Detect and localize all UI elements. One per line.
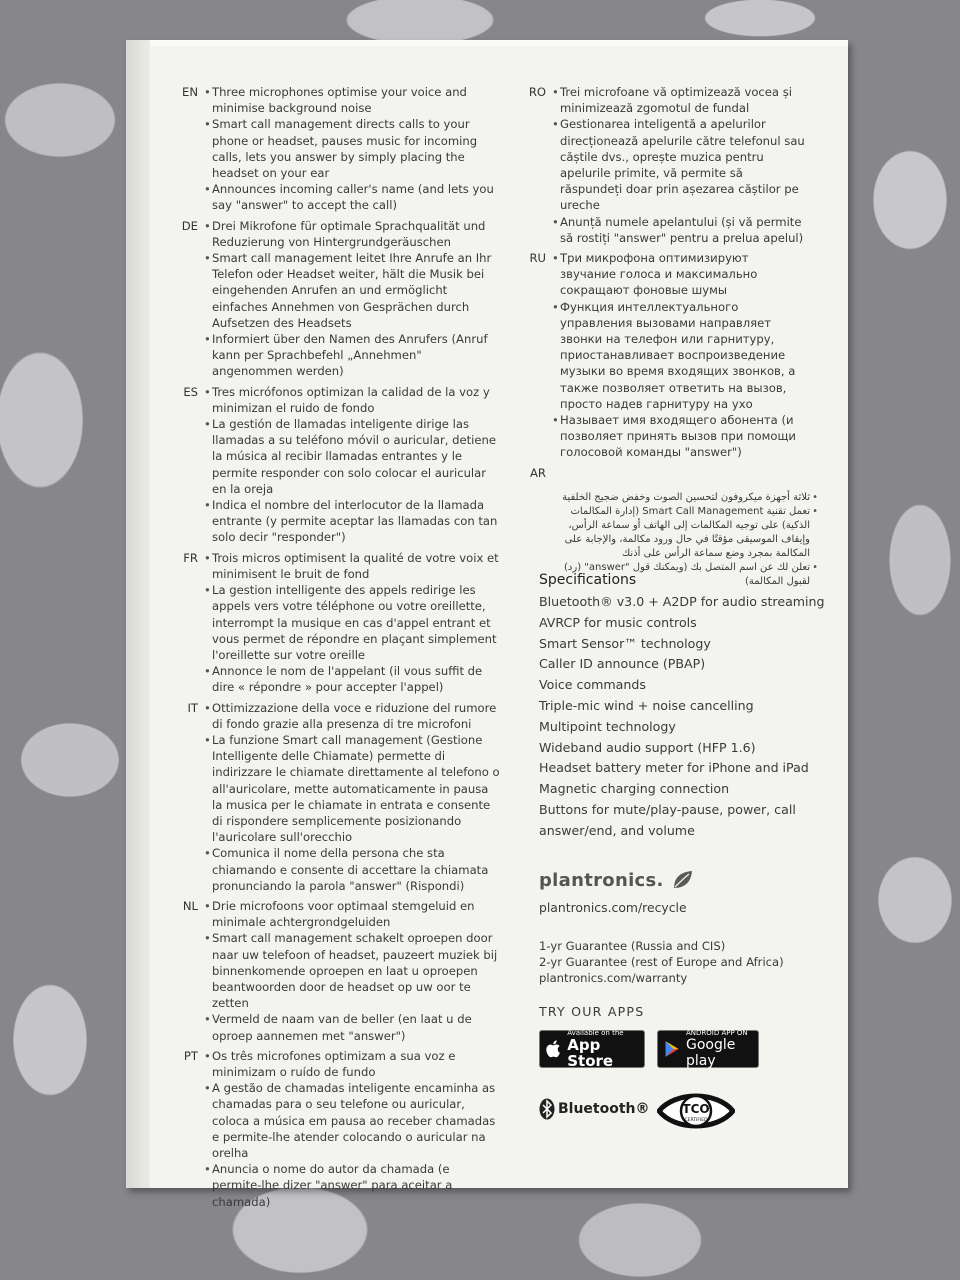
list-item [552, 84, 808, 116]
list-item [204, 116, 500, 181]
bullet-icon: • [204, 1048, 211, 1063]
feature-list [204, 218, 500, 380]
lang-block-fr [160, 550, 500, 696]
bullet-icon: • [204, 417, 211, 432]
lang-code: DE [181, 218, 198, 233]
app-store-small-text: Available on the [567, 1029, 624, 1037]
feature-text: تعلن لك عن اسم المتصل بك (ويمكنك قول "answer" (رد) لقبول المكالمة) [564, 561, 810, 587]
feature-text: A gestão de chamadas inteligente encaminha as chamadas para o seu telefone ou auricular, coloca a música em pausa ao receber chamadas e permite-lhe atender colocando o auricular na orelha [212, 1081, 496, 1160]
spec-item: Magnetic charging connection [539, 781, 730, 797]
google-play-badge [657, 1030, 759, 1068]
specifications-title: Specifications [539, 572, 637, 588]
feature-text: Tres micrófonos optimizan la calidad de la voz y minimizan el ruido de fondo [212, 384, 490, 415]
feature-text: La gestión de llamadas inteligente dirige las llamadas a su teléfono móvil o auricular, detiene la música al recibir llamadas entrantes y le permite responder con solo colocar el auricular en la oreja [212, 417, 496, 496]
lang-code: EN [182, 85, 198, 99]
feature-list [552, 84, 808, 246]
list-item [204, 732, 500, 845]
spec-item: Wideband audio support (HFP 1.6) [539, 739, 756, 755]
spec-item: Headset battery meter for iPhone and iPad [539, 760, 809, 776]
lang-block-de [160, 218, 500, 380]
bullet-icon: • [552, 299, 559, 314]
app-store-badge [539, 1030, 645, 1068]
list-item [204, 663, 500, 695]
feature-text: Smart call management schakelt oproepen door naar uw telefoon of headset, pauzeert muziek bij binnenkomende oproepen en laat u oproepen beantwoorden door de headset op uw oor te zetten [212, 931, 498, 1011]
bluetooth-text: Bluetooth® [558, 1101, 650, 1117]
google-play-big-text: Google play [685, 1037, 736, 1069]
tco-sub-text: CERTIFIED [684, 1118, 708, 1123]
lang-block-ar [508, 465, 808, 481]
spec-item: AVRCP for music controls [539, 614, 697, 630]
bluetooth-icon [539, 1098, 555, 1120]
bullet-icon: • [204, 117, 211, 132]
lang-code: NL [182, 898, 198, 913]
feature-text: Indica el nombre del interlocutor de la llamada entrante (y permite aceptar las llamadas con tan solo decir "responder") [212, 498, 498, 545]
leaf-icon [670, 868, 694, 892]
feature-text: Ottimizzazione della voce e riduzione del rumore di fondo grazie alla presenza di tre microfoni [212, 700, 497, 731]
bullet-icon: • [204, 846, 211, 861]
spec-item: Caller ID announce (PBAP) [539, 656, 706, 672]
plantronics-logo [539, 868, 694, 892]
feature-text: Informiert über den Namen des Anrufers (Anruf kann per Sprachbefehl „Annehmen" angenommen werden) [212, 332, 488, 379]
feature-text: Annonce le nom de l'appelant (il vous suffit de dire « répondre » pour accepter l'appel) [212, 664, 483, 695]
feature-text: Называет имя входящего абонента (и позволяет принять вызов при помощи голосовой команды "answer") [560, 413, 796, 460]
lang-code: RO [528, 85, 546, 99]
list-item [552, 214, 808, 246]
list-item [204, 1011, 500, 1043]
bluetooth-logo [539, 1098, 650, 1120]
feature-text: Vermeld de naam van de beller (en laat u de oproep aannemen met "answer") [212, 1012, 472, 1043]
spec-item: Voice commands [539, 677, 646, 693]
feature-text: Three microphones optimise your voice and minimise background noise [212, 85, 467, 116]
bullet-icon: • [204, 384, 211, 399]
guarantee-line-2: 2-yr Guarantee (rest of Europe and Africa) [539, 955, 784, 969]
feature-text: Trois micros optimisent la qualité de votre voix et minimisent le bruit de fond [212, 550, 499, 581]
lang-block-es [160, 384, 500, 546]
list-item [552, 299, 808, 412]
list-item [204, 218, 500, 250]
list-item [204, 700, 500, 732]
feature-list [552, 250, 808, 461]
feature-text: La funzione Smart call management (Gestione Intelligente delle Chiamate) permette di indirizzare le chiamate direttamente al telefono o all'auricolare, mette automaticamente in pausa la musica per le chiamate in entrata e consente di rispondere semplicemente posizionando l'auricolare sull'orecchio [212, 732, 500, 845]
bullet-icon: • [204, 251, 211, 266]
feature-text: Drei Mikrofone für optimale Sprachqualität und Reduzierung von Hintergrundgeräuschen [212, 218, 486, 249]
bullet-icon: • [204, 498, 211, 513]
feature-text: Drie microfoons voor optimaal stemgeluid en minimale achtergrondgeluiden [212, 898, 475, 930]
bullet-icon: • [204, 1162, 211, 1177]
feature-text: Announces incoming caller's name (and lets you say "answer" to accept the call) [212, 182, 494, 213]
recycle-url: plantronics.com/recycle [539, 900, 687, 915]
list-item [204, 898, 500, 930]
guarantee-info [539, 938, 784, 986]
feature-text: Функция интеллектуального управления вызовами направляет звонки на телефон или гарнитуру, приостанавливает воспроизведение музыки во время входящих звонков, а также позволяет ответить на вызов, просто надев гарнитуру на ухо [560, 299, 796, 411]
bullet-icon: • [204, 85, 211, 99]
feature-list [204, 84, 500, 214]
list-item [204, 497, 500, 546]
bullet-icon: • [204, 664, 211, 679]
feature-list [204, 1048, 500, 1210]
list-item [556, 505, 818, 561]
feature-text: تعمل تقنية Smart Call Management (إدارة المكالمات الذكية) على توجيه المكالمات إلى الهاتف أو سماعة الرأس، وإيقاف الموسيقى مؤقتًا في حال ورود مكالمة، والإجابة على المكالمة بمجرد وضع سماعة الرأس على أذنك [564, 505, 810, 559]
play-triangle-icon [663, 1038, 682, 1060]
bullet-icon: • [204, 218, 211, 233]
list-item [204, 845, 500, 894]
spec-item: Multipoint technology [539, 718, 676, 734]
warranty-url: plantronics.com/warranty [539, 971, 688, 985]
list-item [552, 116, 808, 213]
list-item [204, 1161, 500, 1210]
lang-code: RU [529, 251, 546, 266]
lang-block-ro [508, 84, 808, 246]
lang-block-ru [508, 250, 808, 461]
app-store-big-text: App Store [567, 1036, 614, 1070]
list-item [204, 1048, 500, 1080]
spec-item: Bluetooth® v3.0 + A2DP for audio streaming [539, 594, 825, 609]
specifications-section [539, 572, 829, 842]
box-top-edge [150, 40, 848, 46]
list-item [204, 1080, 500, 1161]
lang-block-pt [160, 1048, 500, 1210]
bullet-icon: • [204, 1081, 211, 1096]
bullet-icon: • [552, 251, 559, 266]
feature-text: Smart call management leitet Ihre Anrufe an Ihr Telefon oder Headset weiter, hält die Musik bei eingehenden Anrufen an und ermöglicht einfaches Annehmen von Gesprächen durch Aufsetzen des Headsets [212, 251, 492, 330]
feature-text: Trei microfoane vă optimizează vocea și minimizează zgomotul de fundal [560, 85, 792, 116]
bullet-icon: • [204, 700, 211, 715]
lang-block-en [160, 84, 500, 214]
tco-certified-logo [657, 1088, 735, 1138]
bullet-icon: • [204, 931, 211, 946]
lang-code: AR [530, 465, 546, 480]
tco-text: TCO [682, 1102, 710, 1116]
feature-text: La gestion intelligente des appels redirige les appels vers votre téléphone ou votre oreillette, interrompt la musique en cas d'appel entrant et vous permet de répondre en plaçant simplement l'oreillette sur votre oreille [212, 583, 497, 662]
list-item [204, 250, 500, 331]
bullet-icon: • [204, 1012, 211, 1027]
feature-list [204, 550, 500, 696]
bullet-icon: • [552, 117, 559, 132]
feature-text: Три микрофона оптимизируют звучание голоса и максимально сокращают фоновые шумы [560, 251, 758, 298]
specifications-list [539, 592, 829, 842]
list-item [204, 416, 500, 497]
feature-text: Comunica il nome della persona che sta chiamando e consente di accettare la chiamata pronunciando la parola "answer" (Rispondi) [212, 846, 489, 893]
eye-icon [657, 1088, 735, 1134]
bullet-icon: • [204, 332, 211, 347]
list-item [204, 550, 500, 582]
feature-list [204, 384, 500, 546]
bullet-icon: • [204, 583, 211, 598]
lang-block-nl [160, 898, 500, 1044]
left-feature-column [160, 84, 500, 1214]
feature-text: Os três microfones optimizam a sua voz e minimizam o ruído de fundo [212, 1048, 456, 1079]
lang-code: ES [183, 384, 198, 399]
bullet-icon: • [204, 898, 211, 913]
feature-text: Anuncia o nome do autor da chamada (e permite-lhe dizer "answer" para aceitar a chamada) [212, 1162, 453, 1209]
lang-code: PT [183, 1048, 198, 1063]
list-item [204, 84, 500, 116]
guarantee-line-1: 1-yr Guarantee (Russia and CIS) [539, 939, 726, 953]
feature-text: Anunță numele apelantului (și vă permite să rostiți "answer" pentru a prelua apelul) [560, 214, 804, 245]
bullet-icon: • [552, 214, 559, 229]
brand-name: plantronics. [539, 869, 664, 891]
google-play-small-text: ANDROID APP ON [685, 1029, 748, 1037]
list-item [204, 582, 500, 663]
bullet-icon: • [812, 561, 818, 573]
lang-code: FR [183, 550, 198, 565]
feature-text: Smart call management directs calls to your phone or headset, pauses music for incoming calls, lets you answer by simply placing the headset on your ear [212, 117, 478, 181]
bullet-icon: • [204, 550, 211, 565]
list-item [552, 250, 808, 299]
list-item [204, 181, 500, 213]
bullet-icon: • [552, 85, 559, 99]
right-feature-column [508, 84, 818, 589]
bullet-icon: • [204, 732, 211, 747]
feature-text: ثلاثة أجهزة ميكروفون لتحسين الصوت وخفض ضجيج الخلفية [562, 491, 810, 503]
lang-block-it [160, 700, 500, 894]
feature-list [204, 700, 500, 894]
box-side-edge [126, 40, 150, 1188]
bullet-icon: • [204, 182, 211, 197]
bullet-icon: • [812, 505, 818, 517]
bullet-icon: • [552, 413, 559, 428]
apps-title: TRY OUR APPS [539, 1004, 645, 1019]
list-item [204, 930, 500, 1011]
spec-item: Triple-mic wind + noise cancelling [539, 697, 754, 713]
list-item [204, 384, 500, 416]
list-item [552, 412, 808, 461]
bullet-icon: • [812, 491, 818, 503]
feature-list [204, 898, 500, 1044]
list-item [204, 331, 500, 380]
list-item [556, 491, 818, 505]
spec-item: Smart Sensor™ technology [539, 635, 711, 651]
feature-text: Gestionarea inteligentă a apelurilor direcționează apelurile către telefonul sau căștile dvs., oprește muzica pentru apelurile primite, vă permite să răspundeți doar prin așezarea căștilor pe ureche [560, 117, 805, 213]
lang-code: IT [187, 700, 198, 715]
apple-icon [545, 1038, 563, 1060]
spec-item: Buttons for mute/play-pause, power, call answer/end, and volume [539, 801, 796, 838]
